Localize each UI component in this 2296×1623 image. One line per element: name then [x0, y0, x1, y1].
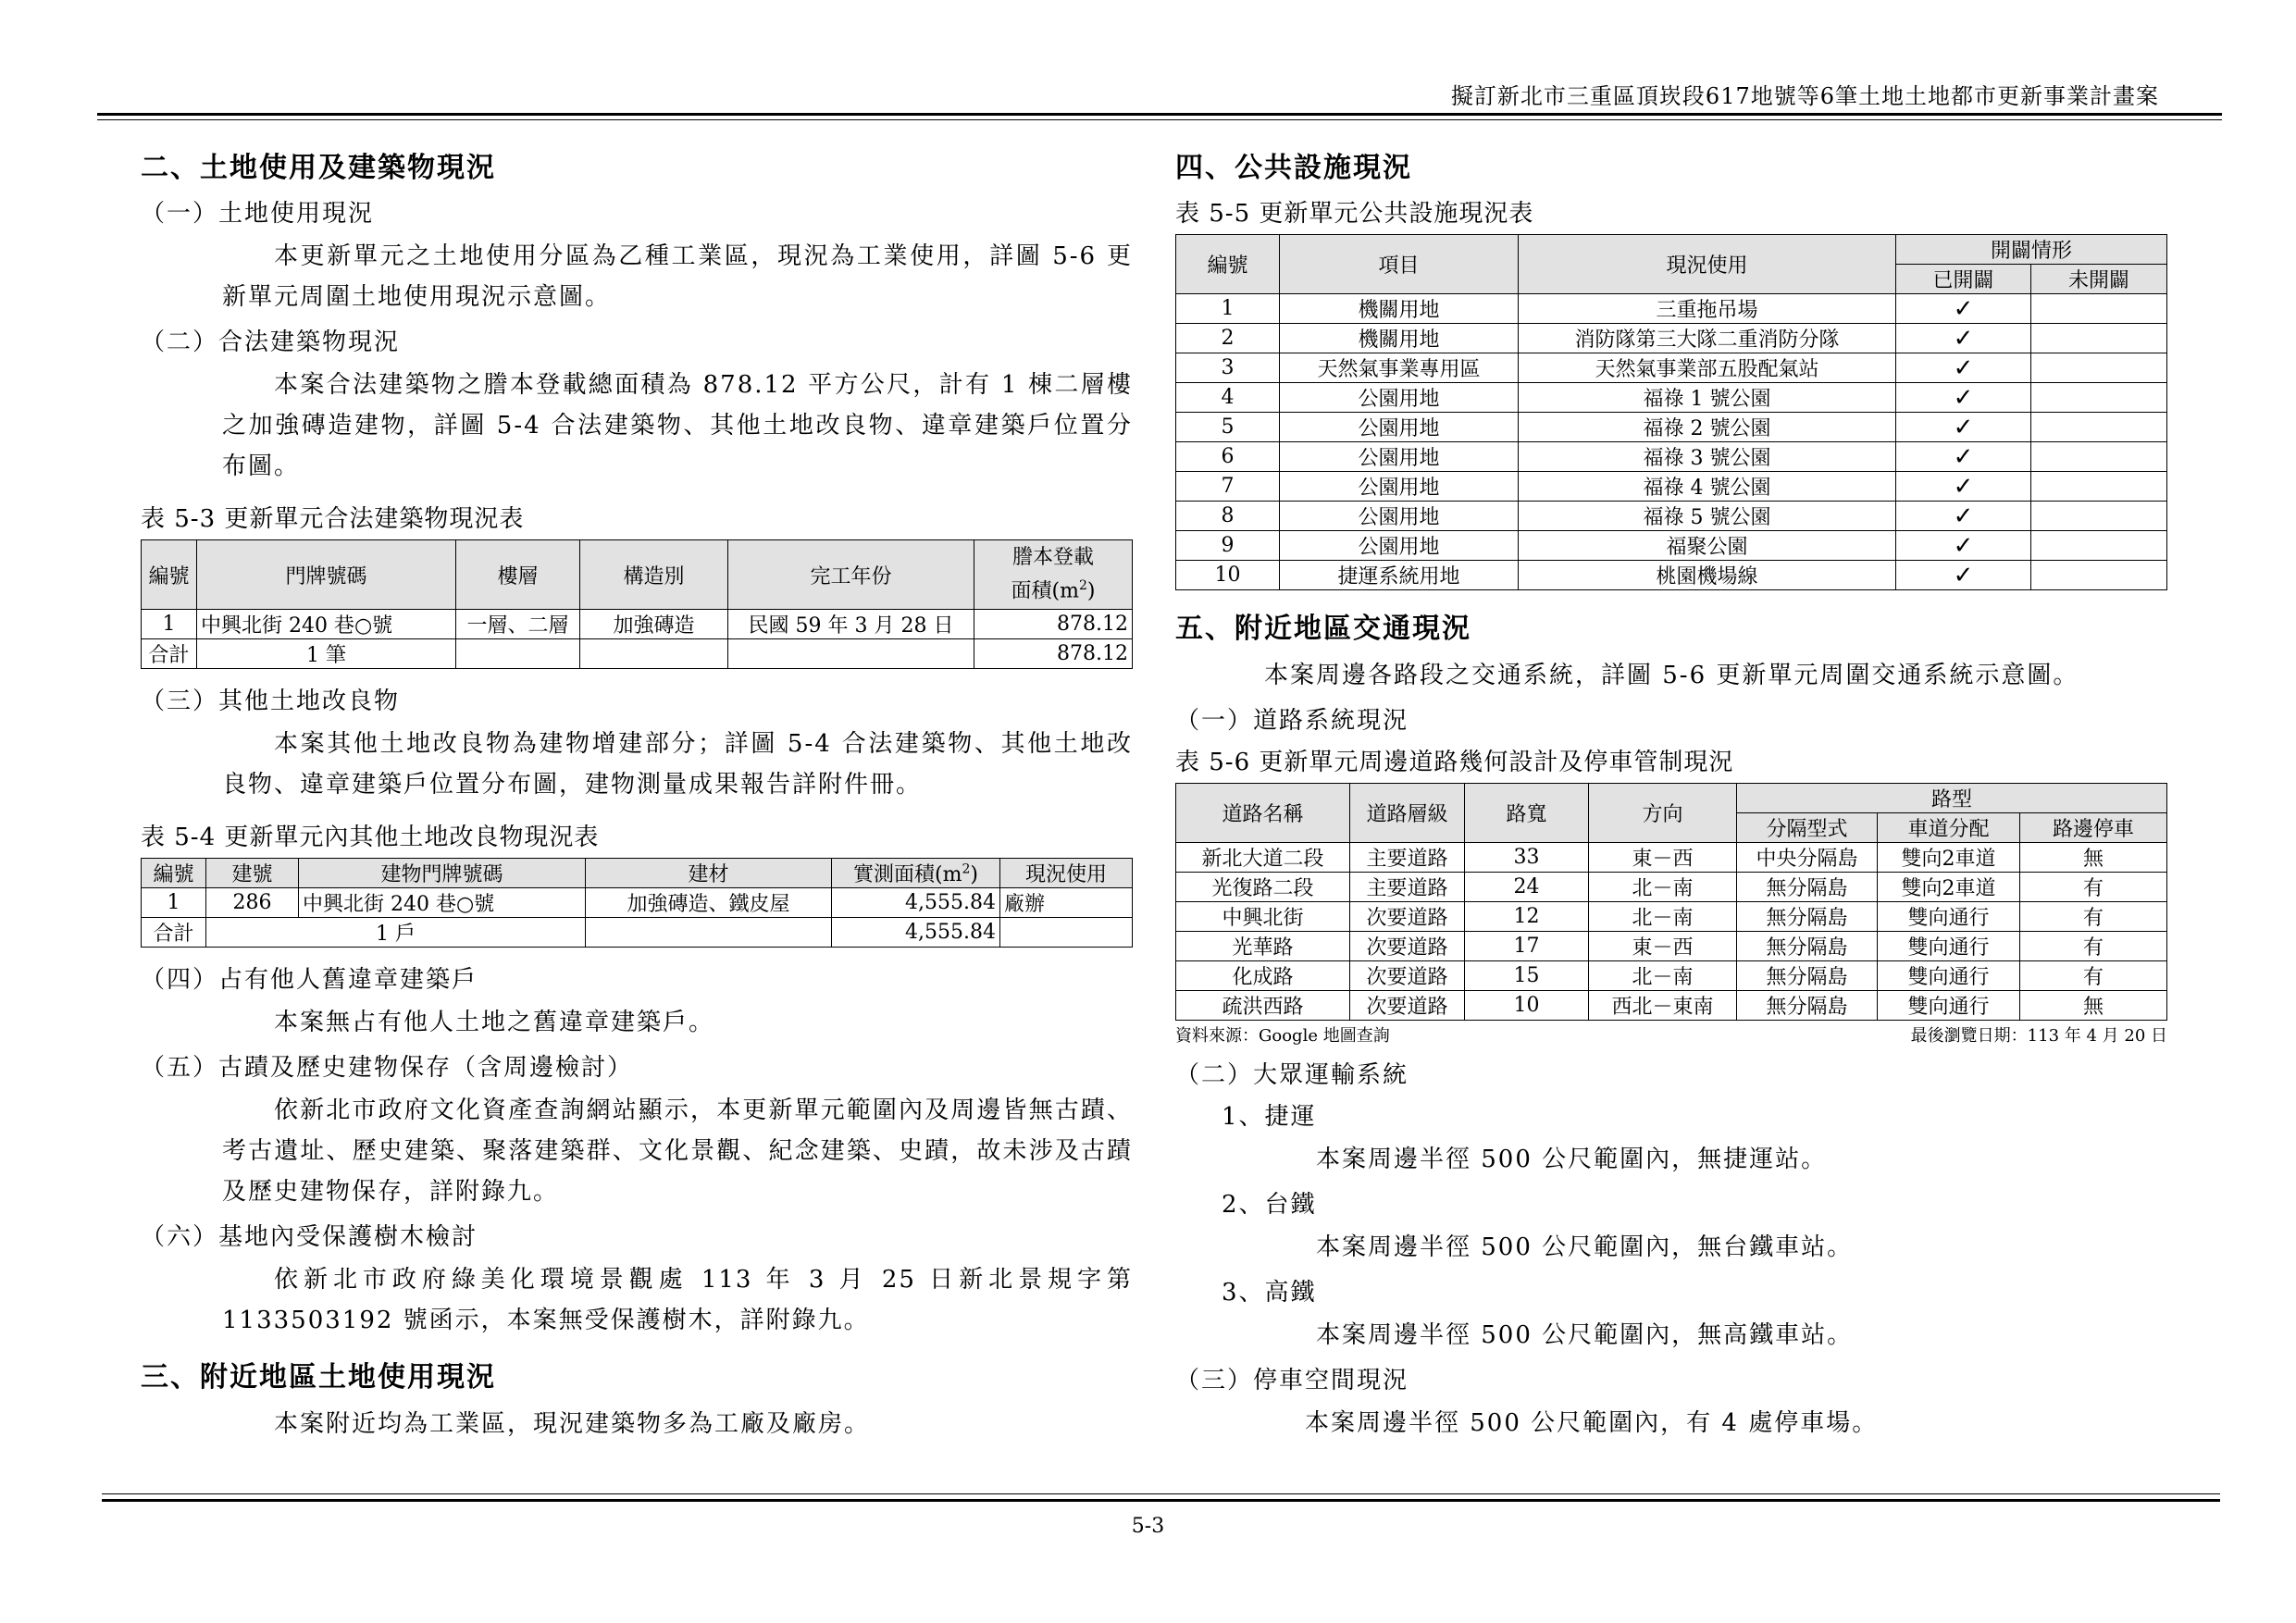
table-row [1176, 561, 2167, 590]
column-header: 項目 [1280, 235, 1519, 294]
table-row [1176, 294, 2167, 324]
not-opened-cell [2031, 294, 2167, 324]
table-cell: 有 [2020, 932, 2167, 961]
table-cell: 無分隔島 [1737, 991, 1878, 1021]
not-opened-cell [2031, 561, 2167, 590]
section-heading: 三、附近地區土地使用現況 [141, 1361, 496, 1394]
section-heading: 四、公共設施現況 [1175, 152, 1412, 184]
column-header: 道路層級 [1350, 784, 1465, 843]
table-cell: 天然氣事業部五股配氣站 [1519, 353, 1896, 383]
table-cell: 公園用地 [1280, 383, 1519, 413]
subsection-heading: （一）土地使用現況 [141, 200, 375, 228]
document-header: 擬訂新北市三重區頂崁段617地號等6筆土地土地都市更新事業計畫案 [1450, 83, 2159, 109]
table-row [1176, 472, 2167, 502]
table-cell: 廠辦 [1000, 888, 1133, 918]
left-column [141, 139, 1133, 1448]
paragraph: 本案周邊半徑 500 公尺範圍內，無捷運站。 [1316, 1146, 1828, 1173]
table-cell: 1 戶 [206, 918, 586, 948]
table-cell: 有 [2020, 873, 2167, 902]
table-cell: 286 [206, 888, 299, 918]
unit-text: ) [1086, 579, 1096, 603]
table-body [1176, 294, 2167, 590]
footer-rule-thin [102, 1493, 2220, 1494]
table-row [1176, 843, 2167, 873]
subsection-heading: （五）古蹟及歷史建物保存（含周邊檢討） [141, 1054, 634, 1083]
not-opened-cell [2031, 383, 2167, 413]
table-cell: 主要道路 [1350, 873, 1465, 902]
table-cell: 雙向通行 [1878, 991, 2020, 1021]
check-icon: ✓ [1953, 353, 1974, 382]
column-header: 構造別 [580, 540, 728, 610]
table-row [1176, 413, 2167, 442]
check-icon: ✓ [1953, 472, 1974, 501]
column-header: 編號 [142, 540, 197, 610]
table-cell: 10 [1465, 991, 1589, 1021]
table-cell: 有 [2020, 902, 2167, 932]
column-header: 建物門牌號碼 [299, 859, 586, 888]
check-icon: ✓ [1953, 294, 1974, 323]
table-cell [580, 639, 728, 669]
table-cell: 加強磚造、鐵皮屋 [586, 888, 832, 918]
table-cell: 福祿 5 號公園 [1519, 502, 1896, 531]
column-header [832, 859, 1000, 888]
opened-cell [1896, 472, 2031, 502]
column-header-line: 謄本登載 [1011, 546, 1094, 569]
table-cell: 福祿 1 號公園 [1519, 383, 1896, 413]
footer-rule [102, 1499, 2220, 1502]
check-icon: ✓ [1953, 502, 1974, 530]
opened-cell [1896, 413, 2031, 442]
not-opened-cell [2031, 472, 2167, 502]
opened-cell [1896, 383, 2031, 413]
right-column [1175, 139, 2167, 1449]
table-total-row [142, 639, 1133, 669]
table-cell: 無分隔島 [1737, 873, 1878, 902]
table-row [1176, 902, 2167, 932]
table-cell: 新北大道二段 [1176, 843, 1350, 873]
column-header: 建號 [206, 859, 299, 888]
table-caption: 表 5-3 更新單元合法建築物現況表 [141, 505, 525, 533]
table-cell: 合計 [142, 918, 206, 948]
table-cell: 878.12 [974, 610, 1133, 639]
table-cell: 4,555.84 [832, 918, 1000, 948]
column-header: 現況使用 [1519, 235, 1896, 294]
column-header: 未開闢 [2031, 265, 2167, 294]
subsection-heading: （二）大眾運輸系統 [1175, 1061, 1409, 1089]
opened-cell [1896, 531, 2031, 561]
table-cell: 東－西 [1589, 932, 1737, 961]
check-icon: ✓ [1953, 324, 1974, 353]
table-cell: 主要道路 [1350, 843, 1465, 873]
table-row [1176, 873, 2167, 902]
unit-superscript: 2 [962, 862, 971, 877]
table-caption: 表 5-6 更新單元周邊道路幾何設計及停車管制現況 [1175, 749, 1734, 776]
table-cell: 公園用地 [1280, 442, 1519, 472]
table-cell: 化成路 [1176, 961, 1350, 991]
item-heading: 2、台鐵 [1222, 1191, 1317, 1219]
table-cell: 4,555.84 [832, 888, 1000, 918]
opened-cell [1896, 442, 2031, 472]
table-cell: 中興北街 240 巷○號 [299, 888, 586, 918]
check-icon: ✓ [1953, 561, 1974, 589]
table-cell: 次要道路 [1350, 961, 1465, 991]
paragraph: 本案周邊半徑 500 公尺範圍內，無高鐵車站。 [1316, 1321, 1854, 1349]
table-header-row [142, 540, 1133, 610]
table-cell: 捷運系統用地 [1280, 561, 1519, 590]
table-cell [586, 918, 832, 948]
column-header: 建材 [586, 859, 832, 888]
header-rule [97, 113, 2222, 116]
table-cell: 8 [1176, 502, 1280, 531]
opened-cell [1896, 324, 2031, 353]
header-rule-thin [97, 119, 2222, 120]
paragraph: 本案合法建築物之謄本登載總面積為 878.12 平方公尺，計有 1 棟二層樓之加強磚造建物，詳圖 5-4 合法建築物、其他土地改良物、違章建築戶位置分布圖。 [222, 371, 1133, 480]
table-caption: 表 5-4 更新單元內其他土地改良物現況表 [141, 824, 600, 852]
opened-cell [1896, 561, 2031, 590]
table-cell: 機關用地 [1280, 324, 1519, 353]
legal-buildings-table [141, 539, 1133, 669]
column-group-header: 開闢情形 [1896, 235, 2167, 265]
subsection-heading: （一）道路系統現況 [1175, 707, 1409, 735]
table-row [1176, 442, 2167, 472]
table-header-row [142, 859, 1133, 888]
table-header-row [1176, 235, 2167, 265]
paragraph: 本案其他土地改良物為建物增建部分；詳圖 5-4 合法建築物、其他土地改良物、違章建築戶位置分布圖，建物測量成果報告詳附件冊。 [222, 730, 1133, 799]
subsection-heading: （二）合法建築物現況 [141, 328, 401, 356]
table-cell: 雙向通行 [1878, 961, 2020, 991]
table-cell: 17 [1465, 932, 1589, 961]
table-cell: 光華路 [1176, 932, 1350, 961]
table-cell: 1 [1176, 294, 1280, 324]
table-cell: 3 [1176, 353, 1280, 383]
opened-cell [1896, 353, 2031, 383]
table-cell: 次要道路 [1350, 902, 1465, 932]
paragraph: 本更新單元之土地使用分區為乙種工業區，現況為工業使用，詳圖 5-6 更新單元周圍土地使用現況示意圖。 [222, 242, 1133, 311]
not-opened-cell [2031, 531, 2167, 561]
not-opened-cell [2031, 324, 2167, 353]
column-header-line [978, 572, 1128, 605]
table-cell: 7 [1176, 472, 1280, 502]
table-cell: 雙向通行 [1878, 932, 2020, 961]
table-row [1176, 531, 2167, 561]
table-cell: 10 [1176, 561, 1280, 590]
table-cell: 雙向2車道 [1878, 843, 2020, 873]
table-cell: 北－南 [1589, 902, 1737, 932]
table-cell: 公園用地 [1280, 472, 1519, 502]
paragraph: 依新北市政府綠美化環境景觀處 113 年 3 月 25 日新北景規字第 1133503192 號函示，本案無受保護樹木，詳附錄九。 [222, 1266, 1133, 1335]
table-cell: 公園用地 [1280, 502, 1519, 531]
table-row [1176, 502, 2167, 531]
table-cell: 中興北街 [1176, 902, 1350, 932]
table-cell: 疏洪西路 [1176, 991, 1350, 1021]
check-icon: ✓ [1953, 442, 1974, 471]
table-cell: 1 筆 [197, 639, 456, 669]
table-row [1176, 961, 2167, 991]
table-cell: 無分隔島 [1737, 961, 1878, 991]
table-total-row [142, 918, 1133, 948]
column-header: 門牌號碼 [197, 540, 456, 610]
table-cell: 天然氣事業專用區 [1280, 353, 1519, 383]
subsection-heading: （三）其他土地改良物 [141, 688, 401, 716]
table-cell: 6 [1176, 442, 1280, 472]
table-cell: 西北－東南 [1589, 991, 1737, 1021]
table-row [1176, 353, 2167, 383]
table-cell [1000, 918, 1133, 948]
column-header: 已開闢 [1896, 265, 2031, 294]
not-opened-cell [2031, 442, 2167, 472]
table-cell: 三重拖吊場 [1519, 294, 1896, 324]
table-cell: 雙向通行 [1878, 902, 2020, 932]
subsection-heading: （四）占有他人舊違章建築戶 [141, 966, 478, 995]
paragraph: 本案周邊各路段之交通系統，詳圖 5-6 更新單元周圍交通系統示意圖。 [1264, 662, 2079, 689]
table-cell: 北－南 [1589, 873, 1737, 902]
table-cell: 次要道路 [1350, 991, 1465, 1021]
column-header: 路邊停車 [2020, 813, 2167, 843]
paragraph: 依新北市政府文化資產查詢網站顯示，本更新單元範圍內及周邊皆無古蹟、考古遺址、歷史建築、聚落建築群、文化景觀、紀念建築、史蹟，故未涉及古蹟及歷史建物保存，詳附錄九。 [222, 1096, 1133, 1207]
column-header: 方向 [1589, 784, 1737, 843]
item-heading: 3、高鐵 [1222, 1279, 1317, 1307]
unit-text: 面積(m [1011, 579, 1079, 603]
table-cell: 消防隊第三大隊二重消防分隊 [1519, 324, 1896, 353]
table-cell: 無 [2020, 843, 2167, 873]
paragraph: 本案無占有他人土地之舊違章建築戶。 [274, 1009, 715, 1037]
table-cell: 北－南 [1589, 961, 1737, 991]
table-row [1176, 932, 2167, 961]
table-row [142, 888, 1133, 918]
unit-text: 實測面積(m [853, 863, 962, 887]
not-opened-cell [2031, 413, 2167, 442]
table-body [1176, 843, 2167, 1021]
road-conditions-table [1175, 783, 2167, 1021]
table-cell: 東－西 [1589, 843, 1737, 873]
column-group-header: 路型 [1737, 784, 2167, 813]
table-cell: 1 [142, 888, 206, 918]
column-header: 編號 [142, 859, 206, 888]
table-row [1176, 383, 2167, 413]
column-header: 完工年份 [728, 540, 974, 610]
column-header: 現況使用 [1000, 859, 1133, 888]
column-header: 樓層 [456, 540, 580, 610]
subsection-heading: （六）基地內受保護樹木檢討 [141, 1223, 478, 1252]
not-opened-cell [2031, 353, 2167, 383]
table-cell: 福聚公園 [1519, 531, 1896, 561]
table-cell: 加強磚造 [580, 610, 728, 639]
column-header: 路寬 [1465, 784, 1589, 843]
table-cell: 12 [1465, 902, 1589, 932]
check-icon: ✓ [1953, 413, 1974, 441]
table-cell: 24 [1465, 873, 1589, 902]
table-row [1176, 991, 2167, 1021]
column-header: 車道分配 [1878, 813, 2020, 843]
section-heading: 五、附近地區交通現況 [1175, 613, 1471, 645]
column-header: 編號 [1176, 235, 1280, 294]
table-cell: 福祿 3 號公園 [1519, 442, 1896, 472]
page-number: 5-3 [1131, 1515, 1165, 1538]
item-heading: 1、捷運 [1222, 1103, 1317, 1131]
table-cell [728, 639, 974, 669]
paragraph: 本案周邊半徑 500 公尺範圍內，有 4 處停車場。 [1305, 1409, 1879, 1437]
table-cell: 無分隔島 [1737, 932, 1878, 961]
table-header-row [1176, 784, 2167, 813]
table-cell: 福祿 4 號公園 [1519, 472, 1896, 502]
subsection-heading: （三）停車空間現況 [1175, 1367, 1409, 1394]
not-opened-cell [2031, 502, 2167, 531]
table-cell: 合計 [142, 639, 197, 669]
column-header: 道路名稱 [1176, 784, 1350, 843]
table-cell [456, 639, 580, 669]
table-cell: 9 [1176, 531, 1280, 561]
paragraph: 本案周邊半徑 500 公尺範圍內，無台鐵車站。 [1316, 1233, 1854, 1261]
public-facilities-table [1175, 234, 2167, 590]
table-cell: 中央分隔島 [1737, 843, 1878, 873]
table-cell: 桃園機場線 [1519, 561, 1896, 590]
table-cell: 無 [2020, 991, 2167, 1021]
table-cell: 33 [1465, 843, 1589, 873]
unit-text: ) [970, 863, 978, 887]
table-cell: 公園用地 [1280, 531, 1519, 561]
table-cell: 公園用地 [1280, 413, 1519, 442]
check-icon: ✓ [1953, 531, 1974, 560]
table-cell: 2 [1176, 324, 1280, 353]
other-improvements-table [141, 858, 1133, 948]
table-row [142, 610, 1133, 639]
table-cell: 無分隔島 [1737, 902, 1878, 932]
table-cell: 1 [142, 610, 197, 639]
table-caption: 表 5-5 更新單元公共設施現況表 [1175, 200, 1534, 228]
table-browse-date: 最後瀏覽日期：113 年 4 月 20 日 [1910, 1026, 2167, 1046]
table-row [1176, 324, 2167, 353]
column-header: 分隔型式 [1737, 813, 1878, 843]
table-cell: 一層、二層 [456, 610, 580, 639]
check-icon: ✓ [1953, 383, 1974, 412]
table-cell: 15 [1465, 961, 1589, 991]
table-cell: 福祿 2 號公園 [1519, 413, 1896, 442]
table-cell: 機關用地 [1280, 294, 1519, 324]
table-cell: 光復路二段 [1176, 873, 1350, 902]
table-cell: 5 [1176, 413, 1280, 442]
column-header [974, 540, 1133, 610]
table-note [1175, 1022, 2167, 1047]
paragraph: 本案附近均為工業區，現況建築物多為工廠及廠房。 [274, 1410, 871, 1439]
table-cell: 中興北街 240 巷○號 [197, 610, 456, 639]
table-source: 資料來源：Google 地圖查詢 [1175, 1026, 1390, 1046]
table-cell: 有 [2020, 961, 2167, 991]
table-cell: 次要道路 [1350, 932, 1465, 961]
table-cell: 878.12 [974, 639, 1133, 669]
table-cell: 民國 59 年 3 月 28 日 [728, 610, 974, 639]
opened-cell [1896, 502, 2031, 531]
opened-cell [1896, 294, 2031, 324]
section-heading: 二、土地使用及建築物現況 [141, 152, 496, 184]
unit-superscript: 2 [1078, 578, 1087, 593]
table-cell: 雙向2車道 [1878, 873, 2020, 902]
table-cell: 4 [1176, 383, 1280, 413]
